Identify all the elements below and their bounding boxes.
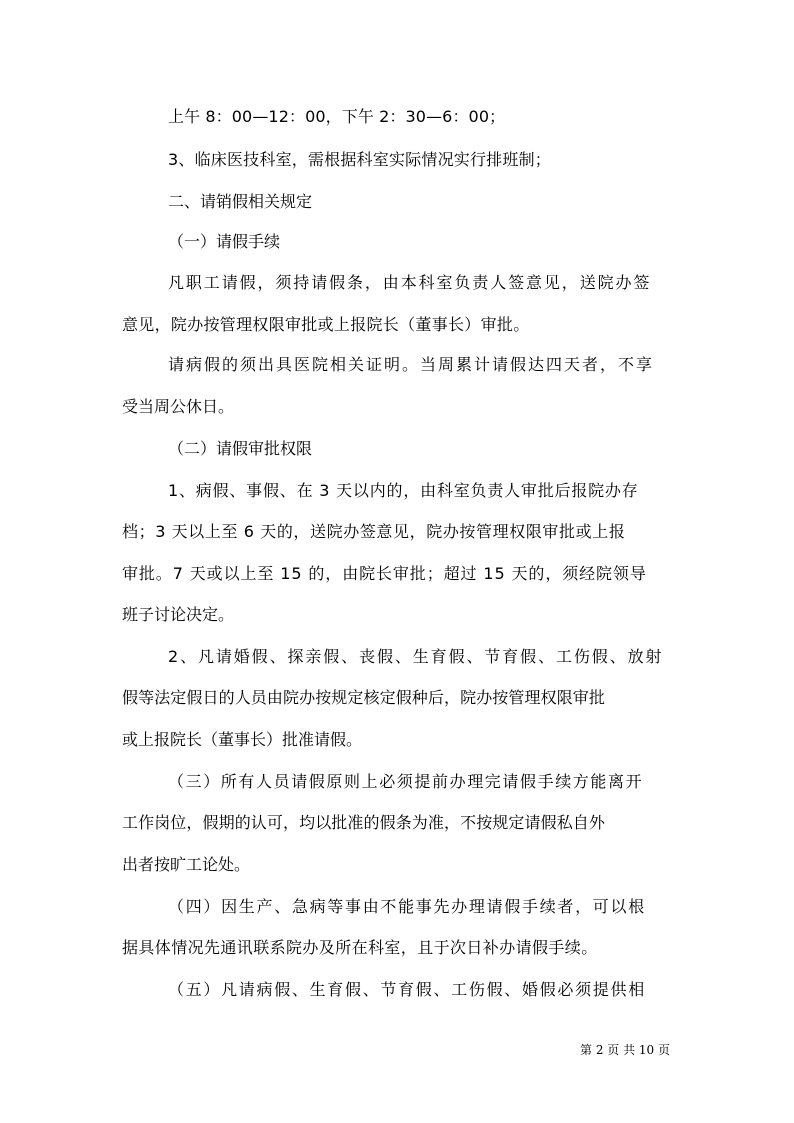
text-line: 审批。7 天或以上至 15 的，由院长审批；超过 15 天的，须经院领导 (122, 564, 647, 583)
text-line: 意见，院办按管理权限审批或上报院长（董事长）审批。 (122, 315, 530, 334)
text-line: 据具体情况先通讯联系院办及所在科室，且于次日补办请假手续。 (122, 938, 598, 957)
text-line: 2、凡请婚假、探亲假、丧假、生育假、节育假、工伤假、放射 (168, 647, 664, 666)
text-line: 凡职工请假，须持请假条，由本科室负责人签意见，送院办签 (168, 273, 652, 292)
text-line: 上午 8：00—12：00，下午 2：30—6：00； (168, 107, 506, 126)
text-line: 班子讨论决定。 (122, 605, 235, 624)
text-line: （三）所有人员请假原则上必须提前办理完请假手续方能离开 (168, 772, 644, 791)
section-heading: 二、请销假相关规定 (168, 192, 313, 211)
text-line: 或上报院长（董事长）批准请假。 (122, 730, 363, 749)
subsection-heading: （二）请假审批权限 (168, 439, 313, 458)
text-line: 工作岗位，假期的认可，均以批准的假条为准，不按规定请假私自外 (122, 813, 606, 832)
page-number-footer: 第 2 页 共 10 页 (580, 1043, 670, 1057)
text-line: （五）凡请病假、生育假、节育假、工伤假、婚假必须提供相 (168, 980, 646, 999)
text-line: 假等法定假日的人员由院办按规定核定假种后，院办按管理权限审批 (122, 688, 606, 707)
text-line: 受当周公休日。 (122, 397, 235, 416)
text-line: 出者按旷工论处。 (122, 855, 251, 874)
text-line: 1、病假、事假、在 3 天以内的，由科室负责人审批后报院办存 (168, 481, 639, 500)
subsection-heading: （一）请假手续 (168, 232, 281, 251)
text-line: （四）因生产、急病等事由不能事先办理请假手续者，可以根 (168, 897, 646, 916)
text-line: 3、临床医技科室，需根据科室实际情况实行排班制； (168, 150, 551, 169)
text-line: 请病假的须出具医院相关证明。当周累计请假达四天者，不享 (168, 355, 655, 374)
text-line: 档；3 天以上至 6 天的，送院办签意见，院办按管理权限审批或上报 (122, 522, 626, 541)
